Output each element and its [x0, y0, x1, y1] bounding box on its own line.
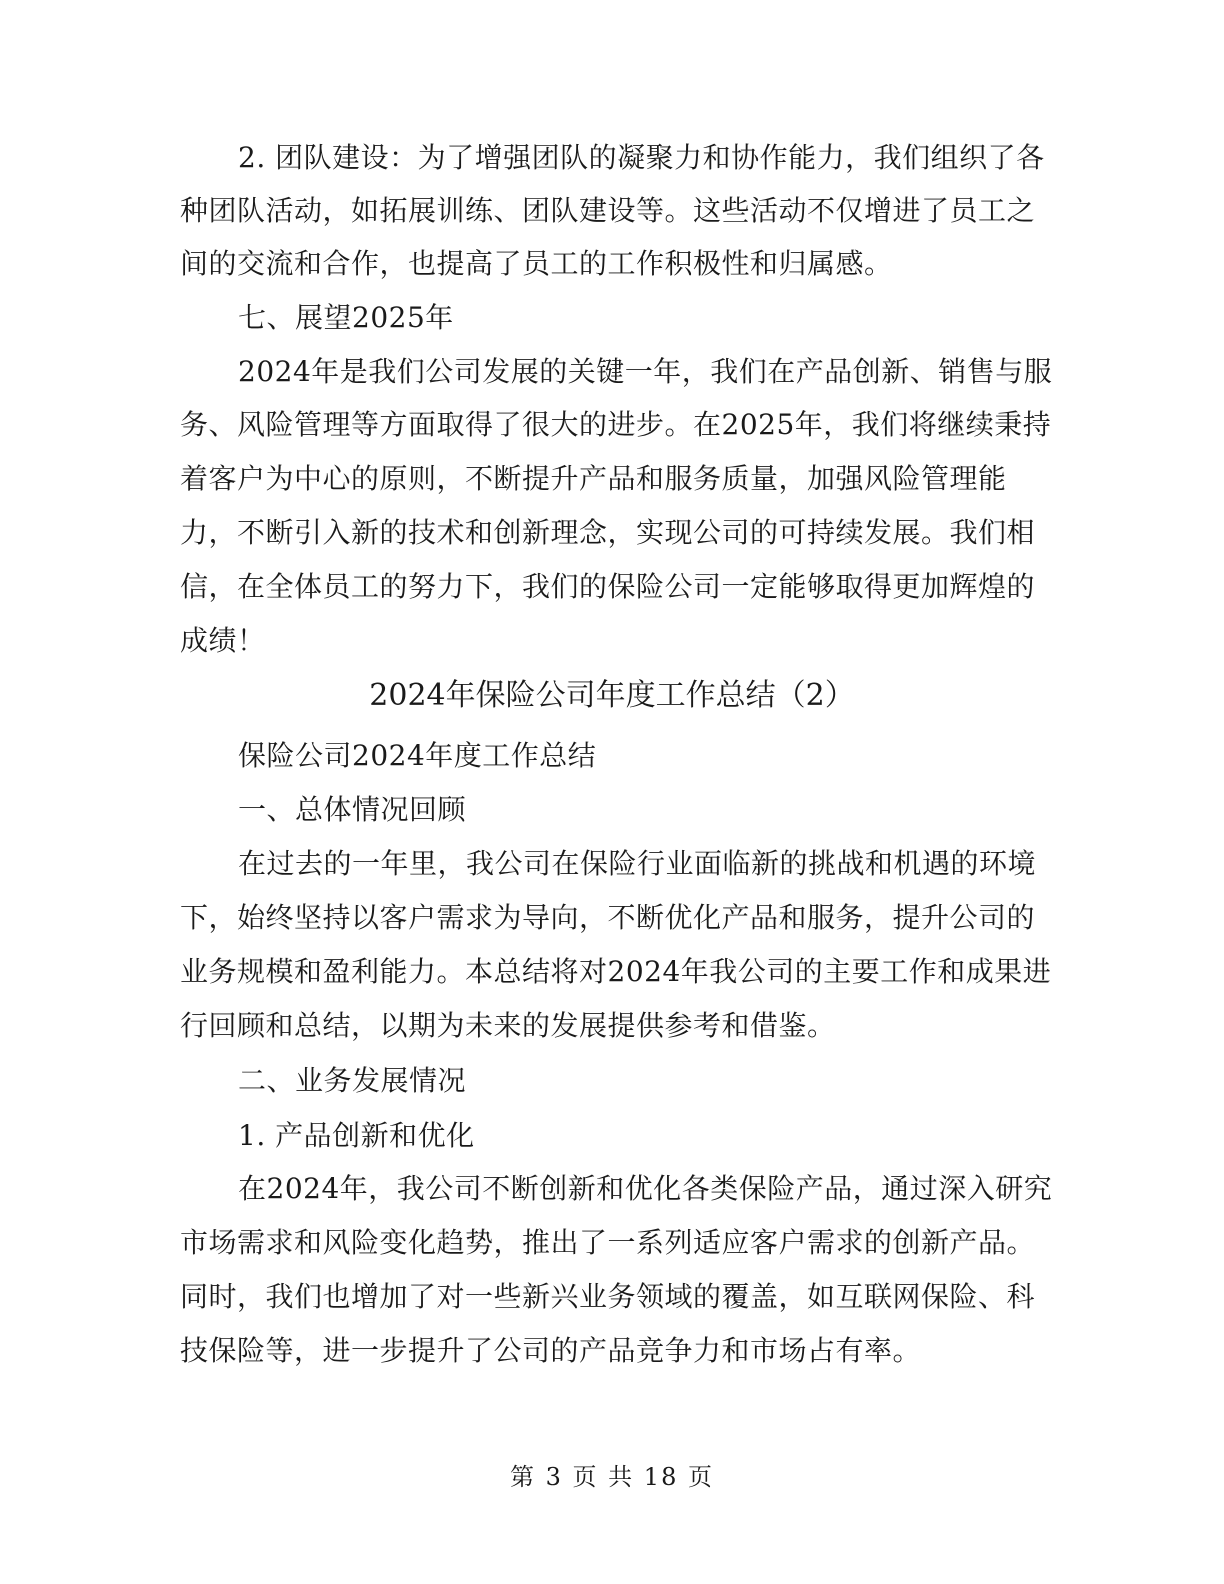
line-team-building-2: 种团队活动，如拓展训练、团队建设等。这些活动不仅增进了员工之 [180, 194, 1036, 227]
line-product-2: 市场需求和风险变化趋势，推出了一系列适应客户需求的创新产品。 [180, 1226, 1036, 1259]
subtitle-annual-summary: 保险公司2024年度工作总结 [238, 739, 597, 772]
section-title: 2024年保险公司年度工作总结（2） [369, 678, 855, 713]
line-product-3: 同时，我们也增加了对一些新兴业务领域的覆盖，如互联网保险、科 [180, 1280, 1036, 1313]
line-outlook-4: 力，不断引入新的技术和创新理念，实现公司的可持续发展。我们相 [180, 516, 1036, 549]
line-overview-3: 业务规模和盈利能力。本总结将对2024年我公司的主要工作和成果进 [180, 955, 1052, 988]
line-overview-2: 下，始终坚持以客户需求为导向，不断优化产品和服务，提升公司的 [180, 901, 1036, 934]
heading-overview: 一、总体情况回顾 [238, 793, 467, 826]
line-outlook-1: 2024年是我们公司发展的关键一年，我们在产品创新、销售与服 [238, 355, 1053, 388]
heading-business-development: 二、业务发展情况 [238, 1064, 467, 1097]
line-overview-1: 在过去的一年里，我公司在保险行业面临新的挑战和机遇的环境 [238, 847, 1037, 880]
line-team-building-1: 2. 团队建设：为了增强团队的凝聚力和协作能力，我们组织了各 [238, 141, 1045, 174]
heading-outlook-2025: 七、展望2025年 [238, 301, 454, 334]
line-outlook-2: 务、风险管理等方面取得了很大的进步。在2025年，我们将继续秉持 [180, 408, 1052, 441]
line-outlook-6: 成绩！ [180, 624, 266, 657]
line-outlook-3: 着客户为中心的原则，不断提升产品和服务质量，加强风险管理能 [180, 462, 1007, 495]
line-team-building-3: 间的交流和合作，也提高了员工的工作积极性和归属感。 [180, 247, 893, 280]
line-outlook-5: 信，在全体员工的努力下，我们的保险公司一定能够取得更加辉煌的 [180, 570, 1036, 603]
page-footer: 第 3 页 共 18 页 [510, 1463, 714, 1491]
heading-product-innovation: 1. 产品创新和优化 [238, 1119, 475, 1152]
line-product-1: 在2024年，我公司不断创新和优化各类保险产品，通过深入研究 [238, 1172, 1053, 1205]
line-product-4: 技保险等，进一步提升了公司的产品竞争力和市场占有率。 [180, 1334, 922, 1367]
line-overview-4: 行回顾和总结，以期为未来的发展提供参考和借鉴。 [180, 1009, 836, 1042]
